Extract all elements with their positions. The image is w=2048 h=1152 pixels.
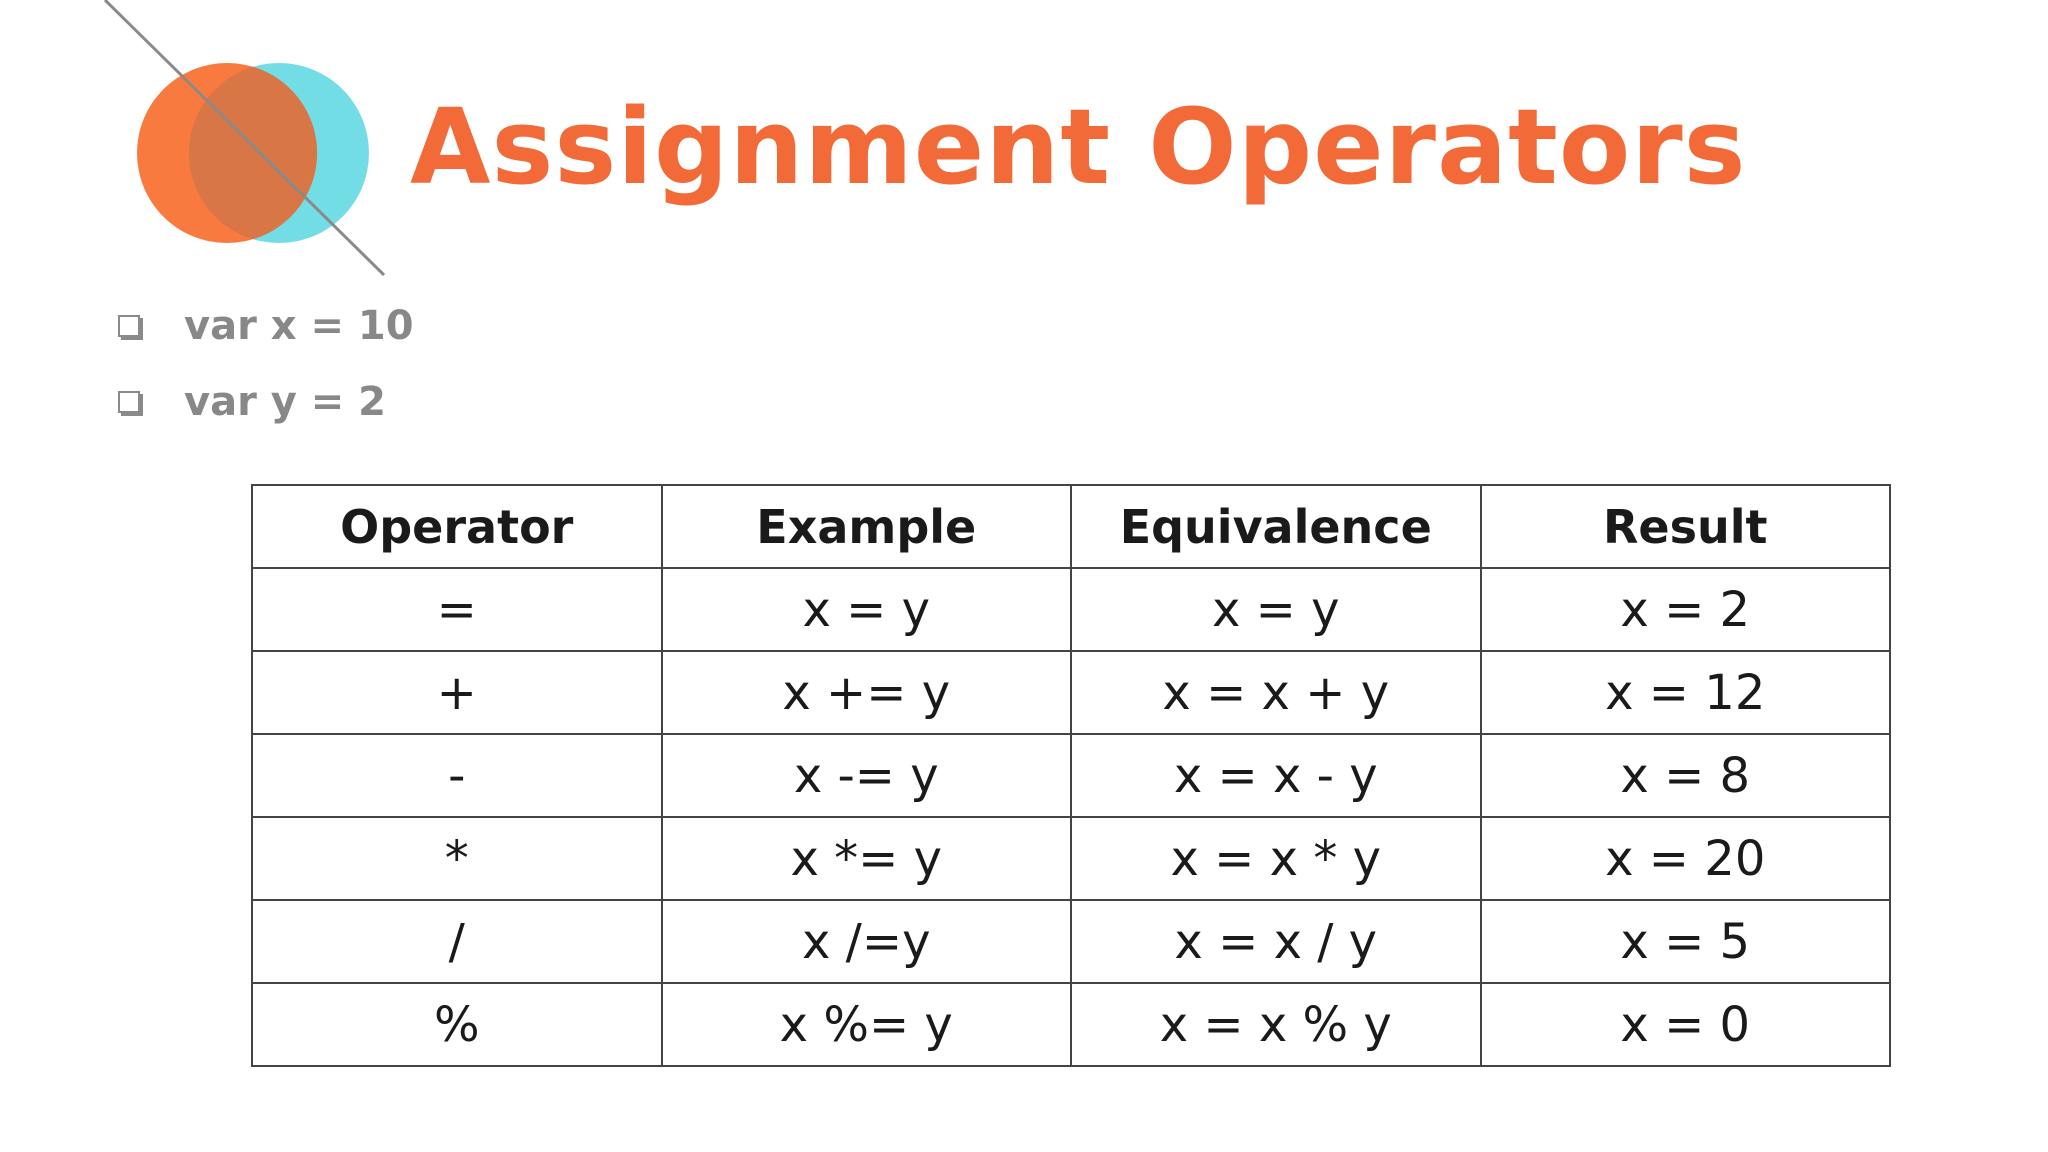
slide-title: Assignment Operators	[410, 86, 1747, 208]
cell-example: x += y	[662, 651, 1072, 734]
header-example: Example	[662, 485, 1072, 568]
bullet-item	[118, 288, 414, 364]
header-operator: Operator	[252, 485, 662, 568]
cell-example: x -= y	[662, 734, 1072, 817]
bullet-text: var x = 10	[184, 303, 414, 349]
header-result: Result	[1481, 485, 1891, 568]
cell-operator: -	[252, 734, 662, 817]
table-header-row	[252, 485, 1890, 568]
cell-operator: /	[252, 900, 662, 983]
cell-result: x = 0	[1481, 983, 1891, 1066]
cell-operator: %	[252, 983, 662, 1066]
cell-example: x *= y	[662, 817, 1072, 900]
cell-result: x = 5	[1481, 900, 1891, 983]
cell-equivalence: x = x % y	[1071, 983, 1481, 1066]
square-bullet-icon	[118, 315, 140, 337]
square-bullet-icon	[118, 391, 140, 413]
cell-example: x %= y	[662, 983, 1072, 1066]
cell-operator: *	[252, 817, 662, 900]
cell-result: x = 2	[1481, 568, 1891, 651]
overlapping-circles-logo	[0, 0, 420, 290]
table-row	[252, 900, 1890, 983]
cell-equivalence: x = x + y	[1071, 651, 1481, 734]
cell-result: x = 8	[1481, 734, 1891, 817]
table-row	[252, 734, 1890, 817]
header-equivalence: Equivalence	[1071, 485, 1481, 568]
cell-equivalence: x = x - y	[1071, 734, 1481, 817]
cell-result: x = 20	[1481, 817, 1891, 900]
cell-example: x = y	[662, 568, 1072, 651]
table-row	[252, 983, 1890, 1066]
table-row	[252, 817, 1890, 900]
cell-equivalence: x = y	[1071, 568, 1481, 651]
bullet-list	[118, 288, 414, 440]
cell-operator: +	[252, 651, 662, 734]
table-row	[252, 568, 1890, 651]
operators-table	[251, 484, 1891, 1067]
bullet-item	[118, 364, 414, 440]
cell-equivalence: x = x * y	[1071, 817, 1481, 900]
table-row	[252, 651, 1890, 734]
cell-equivalence: x = x / y	[1071, 900, 1481, 983]
bullet-text: var y = 2	[184, 379, 386, 425]
cell-operator: =	[252, 568, 662, 651]
cell-result: x = 12	[1481, 651, 1891, 734]
cell-example: x /=y	[662, 900, 1072, 983]
